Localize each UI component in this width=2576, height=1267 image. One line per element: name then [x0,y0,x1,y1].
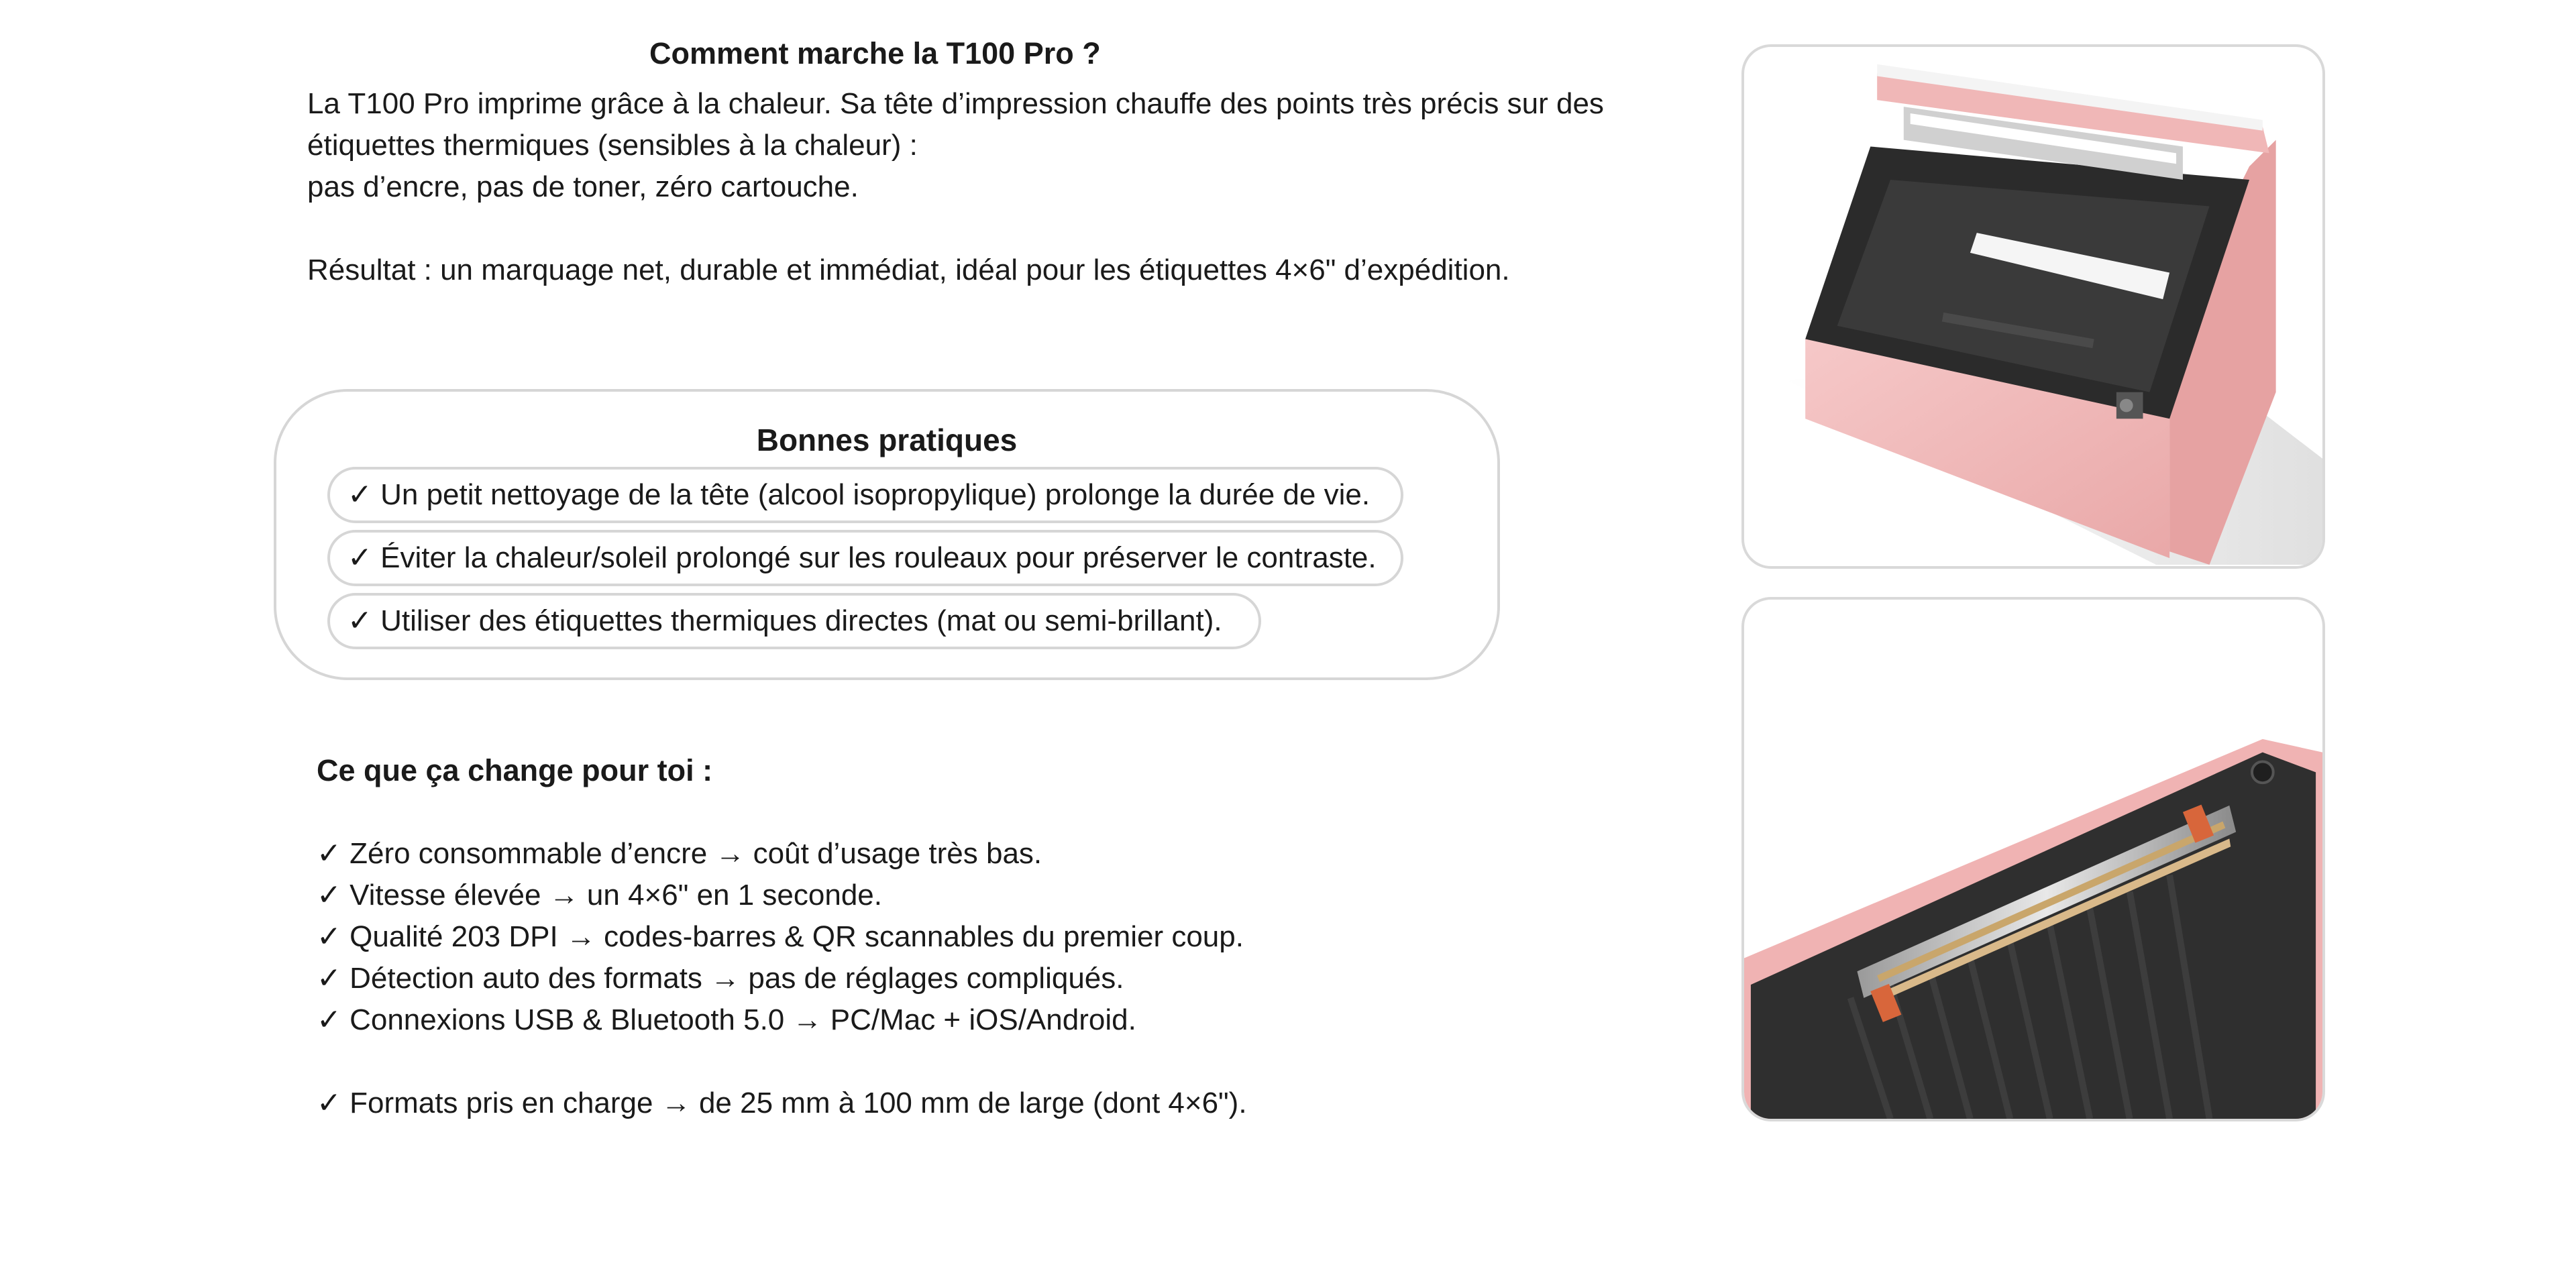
printhead-closeup-photo [1744,600,2322,1119]
intro-line-2: étiquettes thermiques (sensibles à la chaleur) : [307,129,918,162]
intro-line-1: La T100 Pro imprime grâce à la chaleur. Sa tête d’impression chauffe des points très précis sur des [307,87,1604,120]
best-practice-item: ✓ Éviter la chaleur/soleil prolongé sur les rouleaux pour préserver le contraste. [327,530,1403,586]
best-practices-box [274,389,1500,680]
benefit-formats-item: ✓ Formats pris en charge → de 25 mm à 100 mm de large (dont 4×6"). [317,1087,1247,1119]
printer-open-photo-card [1741,44,2325,569]
intro-line-4: Résultat : un marquage net, durable et immédiat, idéal pour les étiquettes 4×6" d’expédition. [307,254,1510,286]
benefits-title: Ce que ça change pour toi : [317,753,713,787]
benefit-item: ✓ Connexions USB & Bluetooth 5.0 → PC/Mac + iOS/Android. [317,1003,1136,1036]
best-practice-item: ✓ Utiliser des étiquettes thermiques directes (mat ou semi-brillant). [327,593,1261,649]
printer-open-photo [1744,47,2322,566]
spacer [307,208,1635,250]
benefit-item: ✓ Détection auto des formats → pas de réglages compliqués. [317,962,1124,995]
intro-line-3: pas d’encre, pas de toner, zéro cartouche. [307,170,859,203]
best-practice-item: ✓ Un petit nettoyage de la tête (alcool isopropylique) prolonge la durée de vie. [327,467,1403,523]
benefit-item: ✓ Qualité 203 DPI → codes-barres & QR scannables du premier coup. [317,920,1244,953]
printhead-closeup-photo-card [1741,597,2325,1121]
page-title: Comment marche la T100 Pro ? [649,36,1101,70]
intro-text [307,83,1635,291]
benefits-list [317,833,1591,1041]
benefits-section [317,750,1591,1124]
benefit-item: ✓ Zéro consommable d’encre → coût d’usage très bas. [317,837,1042,870]
benefit-item: ✓ Vitesse élevée → un 4×6" en 1 seconde. [317,879,883,912]
spacer [317,791,1591,833]
spacer [317,1041,1591,1083]
best-practices-title: Bonnes pratiques [756,423,1018,457]
